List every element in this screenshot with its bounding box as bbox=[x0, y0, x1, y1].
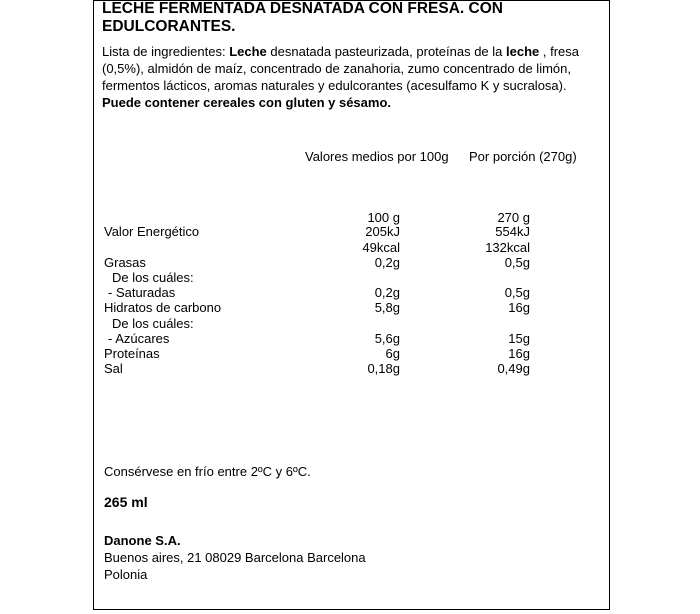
nutrient-value-100g: 49kcal bbox=[362, 240, 400, 255]
nutrient-label: Sal bbox=[104, 361, 123, 376]
nutrient-value-100g: 205kJ bbox=[365, 224, 400, 239]
nutrient-label: Hidratos de carbono bbox=[104, 300, 222, 315]
manufacturer-name: Danone S.A. bbox=[104, 533, 181, 548]
nutrient-value-100g: 0,2g bbox=[374, 285, 400, 300]
ref-portion: 270 g bbox=[497, 210, 530, 225]
allergen-milk: Leche bbox=[229, 44, 267, 59]
nutrient-value-portion: 16g bbox=[508, 300, 530, 315]
manufacturer-address: Buenos aires, 21 08029 Barcelona Barcelona bbox=[104, 550, 366, 565]
net-volume: 265 ml bbox=[104, 494, 148, 510]
nutrient-value-100g: 0,2g bbox=[374, 255, 400, 270]
manufacturer-country: Polonia bbox=[104, 567, 148, 582]
nutrient-label: - Saturadas bbox=[108, 285, 176, 300]
nutrient-value-portion: 15g bbox=[508, 331, 530, 346]
nutrient-value-100g: 6g bbox=[385, 346, 400, 361]
ingredients-part: Lista de ingredientes: bbox=[102, 44, 230, 59]
nutrient-value-portion: 16g bbox=[508, 346, 530, 361]
nutrient-label: Proteínas bbox=[104, 346, 160, 361]
ingredients-part: desnatada pasteurizada, proteínas de la bbox=[266, 44, 507, 59]
ref-100g: 100 g bbox=[367, 210, 400, 225]
header-per-100g: Valores medios por 100g bbox=[305, 149, 449, 164]
ingredients-text bbox=[102, 43, 594, 111]
nutrient-value-portion: 0,5g bbox=[504, 285, 530, 300]
nutrient-label: Valor Energético bbox=[104, 224, 200, 239]
nutrient-label: Grasas bbox=[104, 255, 146, 270]
storage-instructions: Consérvese en frío entre 2ºC y 6ºC. bbox=[104, 464, 311, 479]
nutrient-value-portion: 0,49g bbox=[497, 361, 530, 376]
nutrient-label: De los cuáles: bbox=[112, 316, 194, 331]
nutrient-value-portion: 554kJ bbox=[495, 224, 530, 239]
nutrient-value-portion: 0,5g bbox=[504, 255, 530, 270]
allergen-milk: leche bbox=[506, 44, 540, 59]
nutrient-value-100g: 5,8g bbox=[374, 300, 400, 315]
nutrient-value-100g: 0,18g bbox=[367, 361, 400, 376]
nutrient-label: - Azúcares bbox=[108, 331, 170, 346]
product-title: LECHE FERMENTADA DESNATADA CON FRESA. CON EDULCORANTES. bbox=[102, 0, 503, 35]
nutrient-label: De los cuáles: bbox=[112, 270, 194, 285]
nutrient-value-100g: 5,6g bbox=[374, 331, 400, 346]
ingredients-part: , fresa (0,5%), almidón de maíz, concentrado de zanahoria, zumo concentrado de limón, fermentos lácticos, aromas naturales y edulcorantes (acesulfamo K y sucralosa). bbox=[102, 44, 580, 93]
nutrient-value-portion: 132kcal bbox=[485, 240, 530, 255]
header-per-portion: Por porción (270g) bbox=[469, 149, 577, 164]
allergen-warning: Puede contener cereales con gluten y sésamo. bbox=[102, 95, 392, 110]
